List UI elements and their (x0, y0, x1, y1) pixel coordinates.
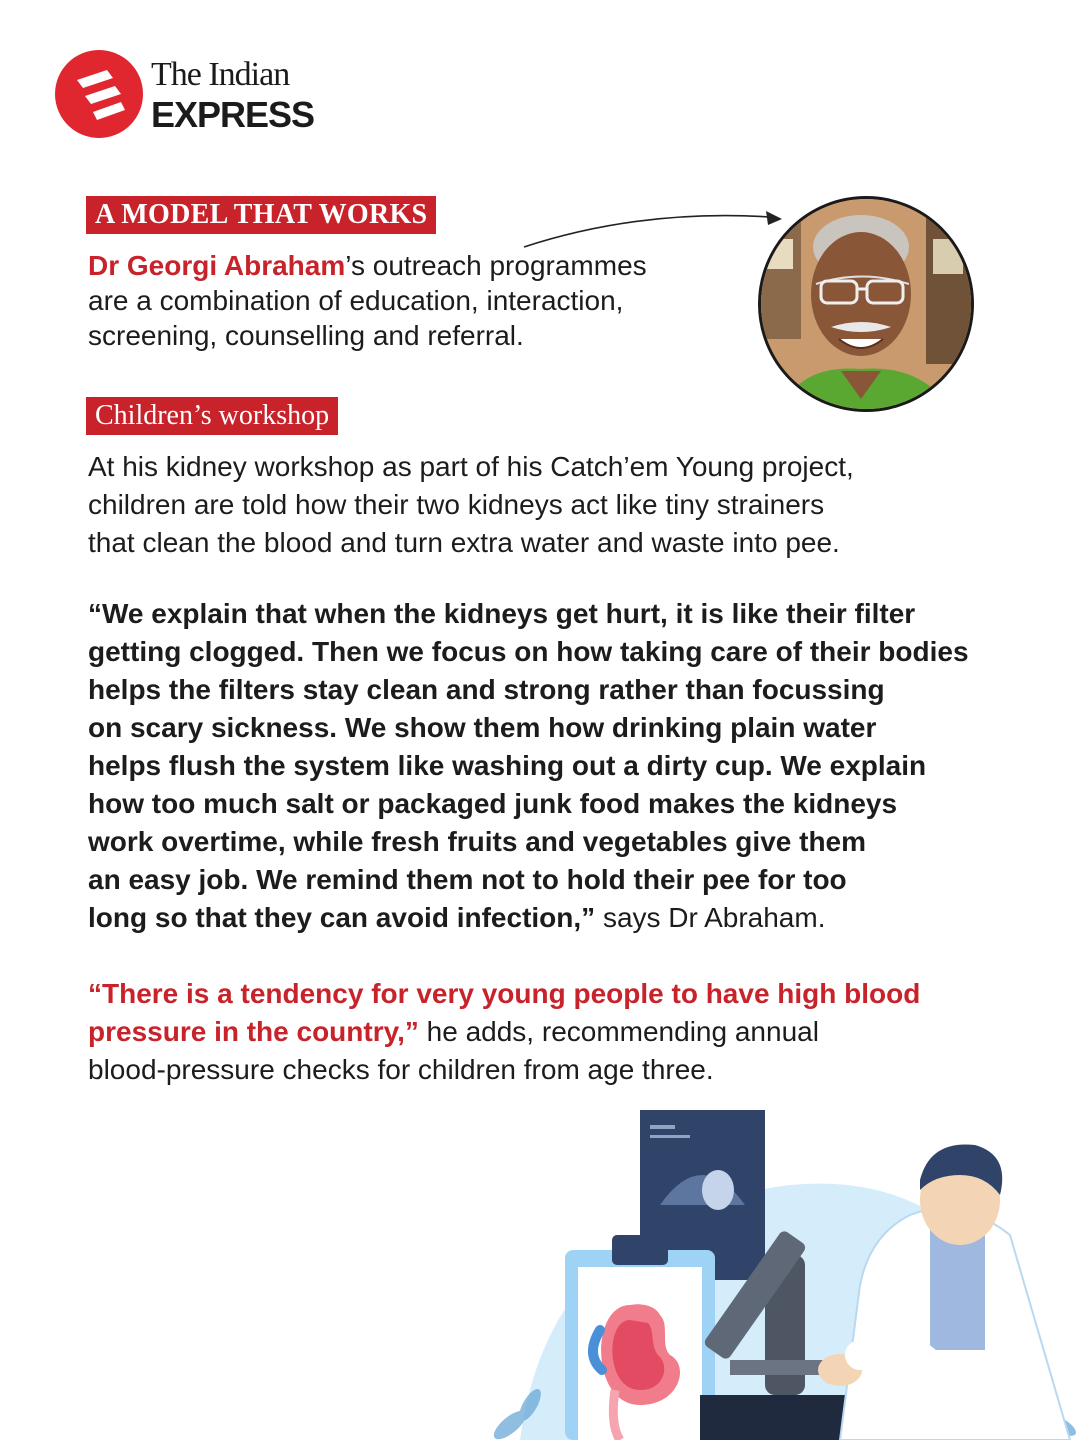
logo-text-line2: EXPRESS (151, 94, 315, 135)
quote-paragraph (88, 595, 1008, 937)
closing-quote: “There is a tendency for very young people to have high blood pressure in the country,” (88, 978, 921, 1047)
quote-attribution: says Dr Abraham. (595, 902, 826, 933)
doctor-portrait (758, 196, 974, 412)
logo-emblem-icon (55, 50, 143, 138)
doctor-microscope-kidney-illustration (490, 1105, 1080, 1440)
section-tag-workshop: Children’s workshop (86, 397, 338, 435)
indian-express-logo (55, 50, 315, 140)
logo-text-line1: The Indian (151, 56, 290, 93)
intro-text: ’s outreach programmes are a combination of education, interaction, screening, counselling and referral. (88, 250, 647, 351)
doctor-name: Dr Georgi Abraham (88, 250, 346, 281)
closing-text: he adds, recommending annual blood-pressure checks for children from age three. (88, 1016, 819, 1085)
workshop-paragraph: At his kidney workshop as part of his Catch’em Young project, children are told how their two kidneys act like tiny strainers that clean the blood and turn extra water and waste into pee. (88, 451, 854, 558)
closing-paragraph (88, 975, 988, 1089)
section-tag-model: A MODEL THAT WORKS (86, 196, 436, 234)
quote-text: “We explain that when the kidneys get hurt, it is like their filter getting clogged. Then we focus on how taking care of their bodies helps the filters stay clean and strong rather than focussing on scary sickness. We show them how drinking plain water helps flush the system like washing out a dirty cup. We explain how too much salt or packaged junk food makes the kidneys work overtime, while fresh fruits and vegetables give them an easy job. We remind them not to hold their pee for too long so that they can avoid infection,” (88, 598, 969, 933)
intro-paragraph (88, 248, 748, 353)
